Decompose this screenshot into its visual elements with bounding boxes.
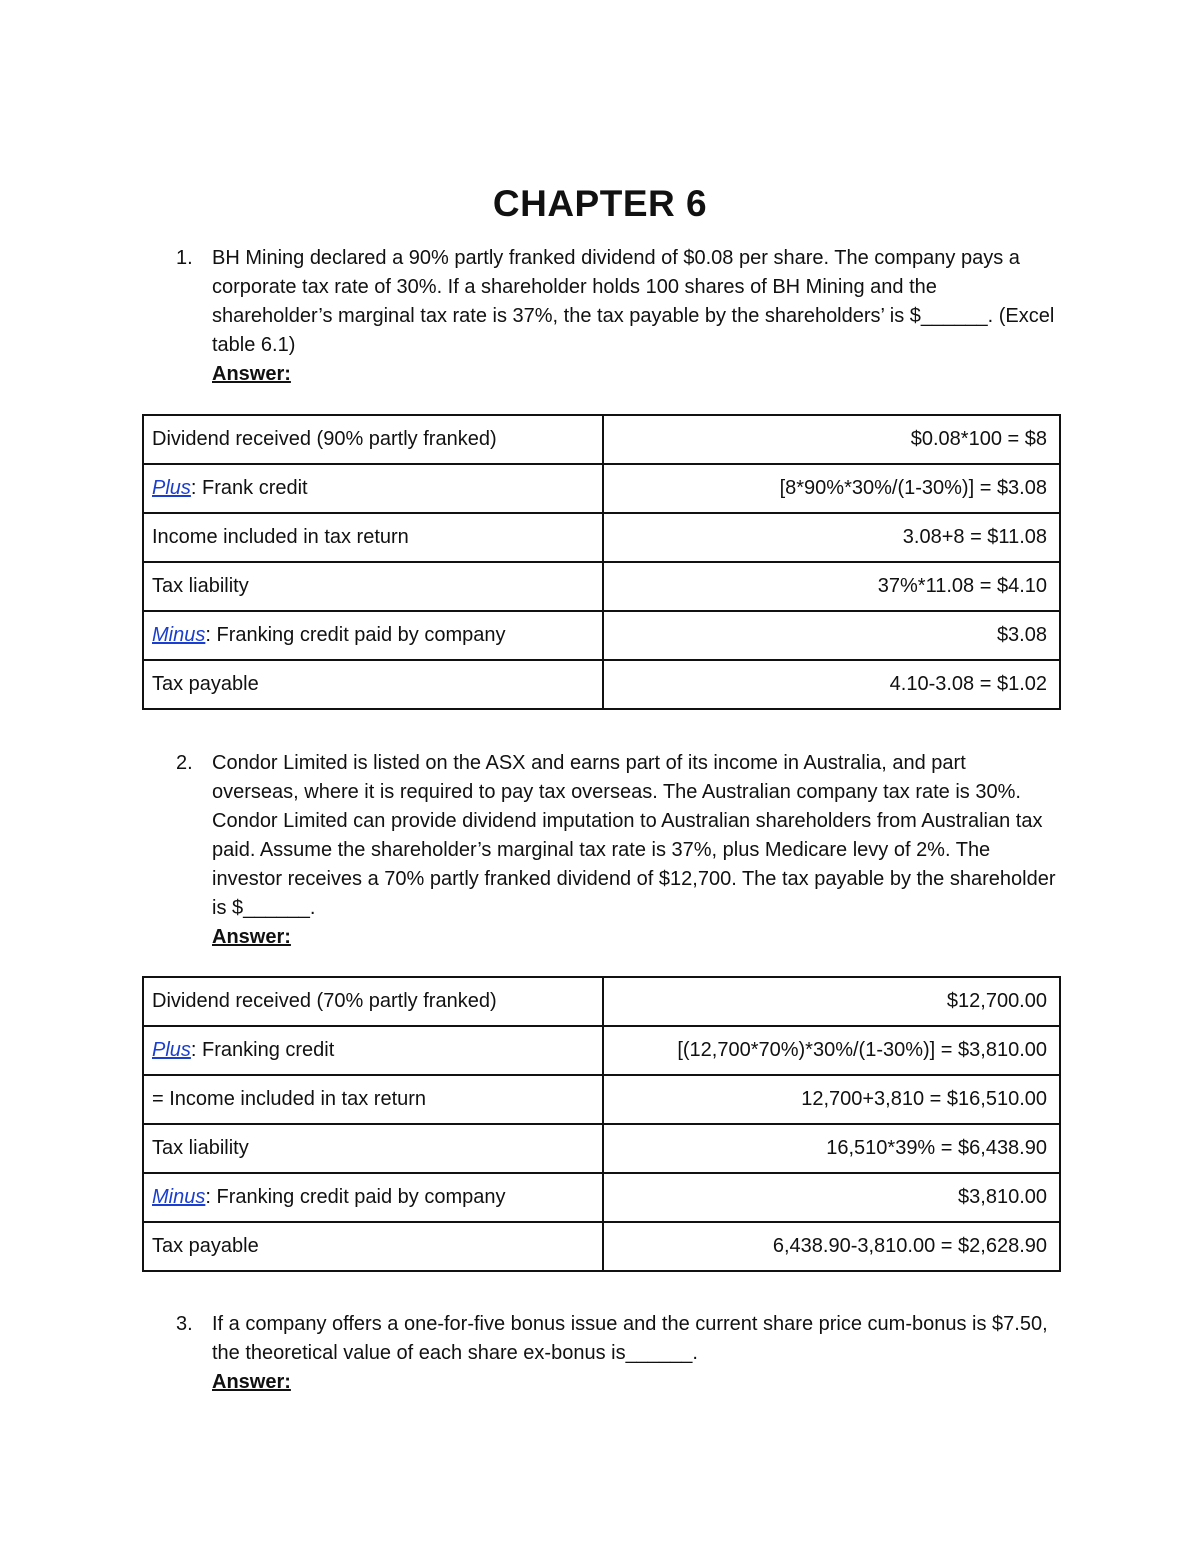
row-value: $3.08 (603, 611, 1060, 660)
row-label: Dividend received (90% partly franked) (143, 415, 603, 464)
row-value: $0.08*100 = $8 (603, 415, 1060, 464)
row-label: Plus: Frank credit (143, 464, 603, 513)
table-row (143, 464, 1060, 513)
table-row (143, 1075, 1060, 1124)
question-3 (176, 1310, 1056, 1397)
row-value: [8*90%*30%/(1-30%)] = $3.08 (603, 464, 1060, 513)
table-row (143, 977, 1060, 1026)
row-label: Tax payable (143, 1222, 603, 1271)
answer-label: Answer: (212, 1371, 291, 1393)
question-text: If a company offers a one-for-five bonus issue and the current share price cum-bonus is $7.50, the theoretical value of each share ex-bonus is______. (212, 1313, 1048, 1364)
question-2 (176, 749, 1056, 952)
minus-link[interactable]: Minus (152, 1186, 206, 1208)
table-row (143, 660, 1060, 709)
table-row (143, 1173, 1060, 1222)
question-number: 1. (176, 247, 193, 269)
plus-link[interactable]: Plus (152, 477, 191, 499)
question-text: BH Mining declared a 90% partly franked dividend of $0.08 per share. The company pays a corporate tax rate of 30%. If a shareholder holds 100 shares of BH Mining and the shareholder’s marginal tax rate is 37%, the tax payable by the shareholders’ is $______. (Excel table 6.1) (212, 247, 1055, 356)
row-label: Minus: Franking credit paid by company (143, 611, 603, 660)
row-label: Dividend received (70% partly franked) (143, 977, 603, 1026)
row-label: Tax payable (143, 660, 603, 709)
row-value: 3.08+8 = $11.08 (603, 513, 1060, 562)
table-row (143, 562, 1060, 611)
row-label: Tax liability (143, 1124, 603, 1173)
question-number: 2. (176, 752, 193, 774)
answer-label: Answer: (212, 363, 291, 385)
row-value: 12,700+3,810 = $16,510.00 (603, 1075, 1060, 1124)
question-text: Condor Limited is listed on the ASX and earns part of its income in Australia, and part overseas, where it is required to pay tax overseas. The Australian company tax rate is 30%. Condor Limited can provide dividend imputation to Australian shareholders from Australian tax paid. Assume the shareholder’s marginal tax rate is 37%, plus Medicare levy of 2%. The investor receives a 70% partly franked dividend of $12,700. The tax payable by the shareholder is $______. (212, 752, 1056, 919)
row-label: Tax liability (143, 562, 603, 611)
row-label: Income included in tax return (143, 513, 603, 562)
answer-table-1 (142, 414, 1061, 710)
question-number: 3. (176, 1313, 193, 1335)
row-value: 6,438.90-3,810.00 = $2,628.90 (603, 1222, 1060, 1271)
row-value: 16,510*39% = $6,438.90 (603, 1124, 1060, 1173)
table-row (143, 1124, 1060, 1173)
table-row (143, 1222, 1060, 1271)
question-1 (176, 244, 1056, 389)
table-row (143, 513, 1060, 562)
minus-link[interactable]: Minus (152, 624, 206, 646)
row-value: $3,810.00 (603, 1173, 1060, 1222)
row-value: 37%*11.08 = $4.10 (603, 562, 1060, 611)
row-label: Minus: Franking credit paid by company (143, 1173, 603, 1222)
answer-label: Answer: (212, 926, 291, 948)
table-row (143, 415, 1060, 464)
page-title: CHAPTER 6 (492, 183, 708, 224)
plus-link[interactable]: Plus (152, 1039, 191, 1061)
row-label: Plus: Franking credit (143, 1026, 603, 1075)
answer-table-2 (142, 976, 1061, 1272)
row-value: $12,700.00 (603, 977, 1060, 1026)
row-value: [(12,700*70%)*30%/(1-30%)] = $3,810.00 (603, 1026, 1060, 1075)
table-row (143, 1026, 1060, 1075)
row-value: 4.10-3.08 = $1.02 (603, 660, 1060, 709)
row-label: = Income included in tax return (143, 1075, 603, 1124)
table-row (143, 611, 1060, 660)
